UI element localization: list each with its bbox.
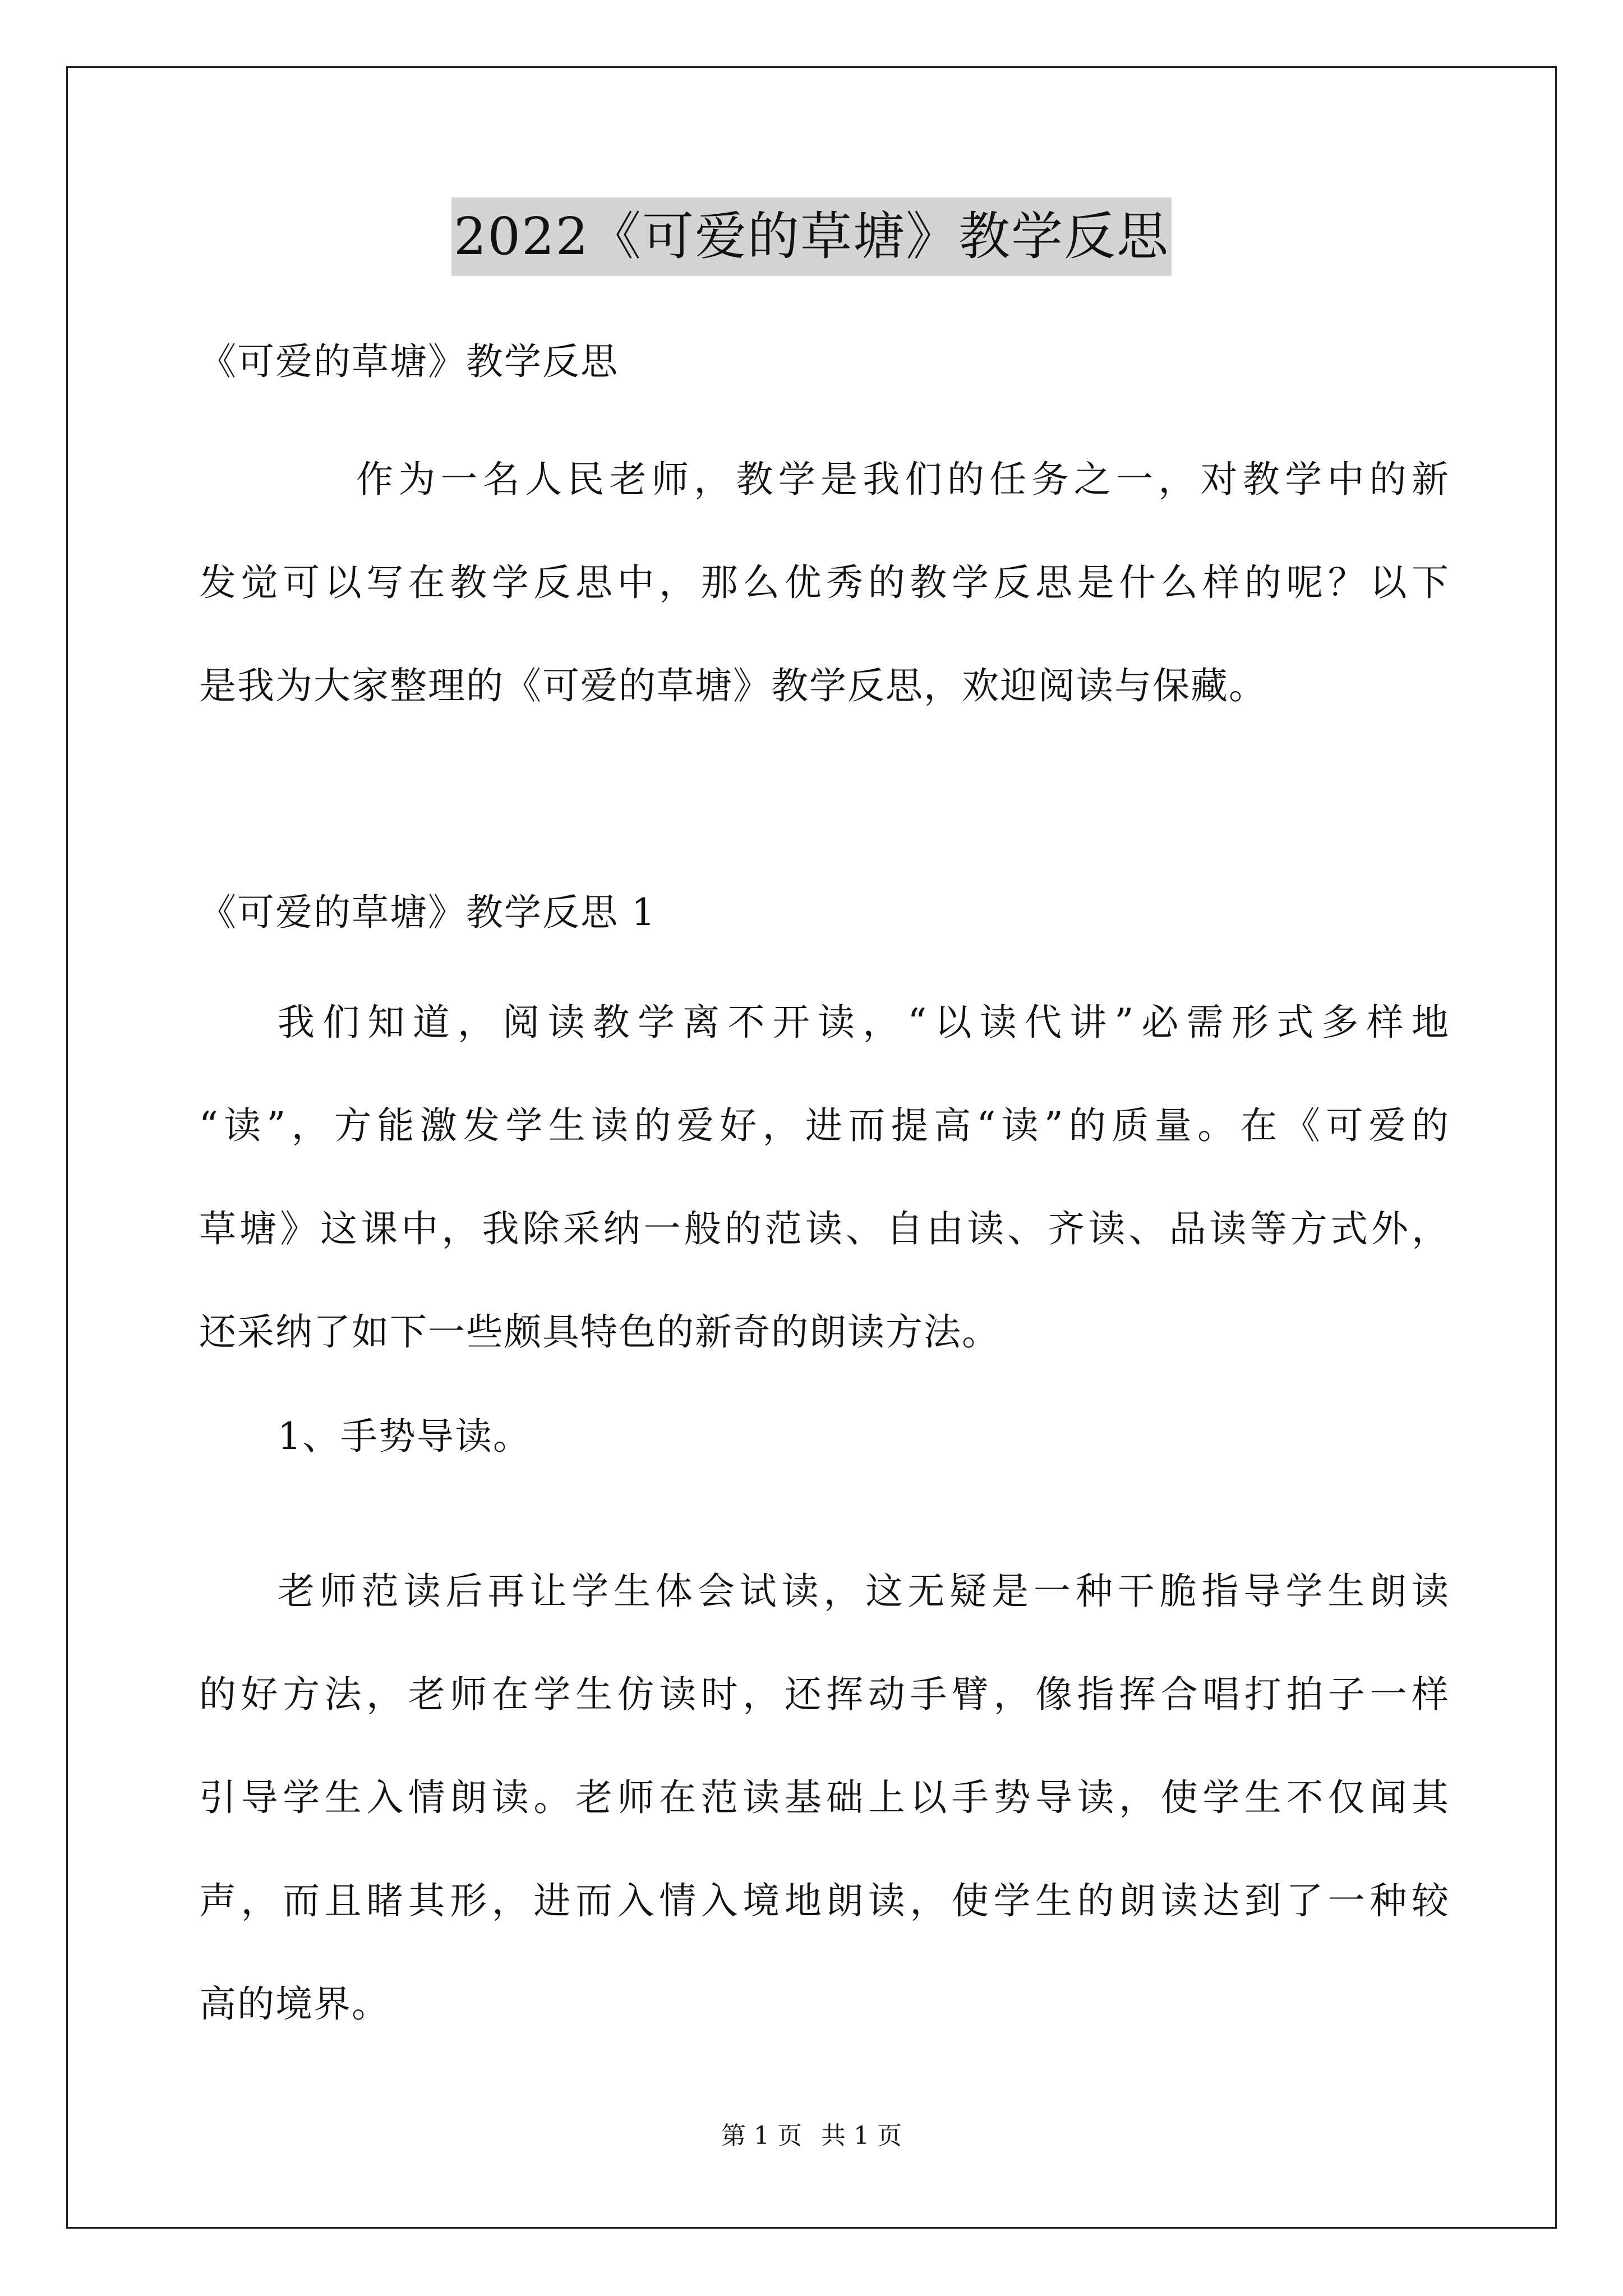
list-item-block — [199, 1385, 1450, 1488]
intro-line: 作为一名人民老师，教学是我们的任务之一，对教学中的新 — [356, 458, 1450, 501]
paragraph-line: 的好方法，老师在学生仿读时，还挥动手臂，像指挥合唱打拍子一样 — [199, 1673, 1450, 1716]
intro-line: 是我为大家整理的《可爱的草塘》教学反思，欢迎阅读与保藏。 — [199, 664, 1267, 707]
paragraph-line: “读”，方能激发学生读的爱好，进而提高“读”的质量。在《可爱的 — [199, 1104, 1450, 1147]
page-footer — [0, 2119, 1623, 2153]
document-title: 2022《可爱的草塘》教学反思 — [451, 197, 1172, 276]
paragraph-line: 高的境界。 — [199, 1982, 390, 2026]
intro-paragraph — [199, 428, 1450, 738]
document-subtitle: 《可爱的草塘》教学反思 — [199, 340, 619, 383]
list-item: 1、手势导读。 — [278, 1415, 531, 1458]
paragraph-line: 草塘》这课中，我除采纳一般的范读、自由读、齐读、品读等方式外， — [199, 1207, 1450, 1250]
intro-line: 发觉可以写在教学反思中，那么优秀的教学反思是什么样的呢？以下 — [199, 561, 1450, 604]
title-container — [0, 197, 1623, 276]
paragraph-line: 还采纳了如下一些颇具特色的新奇的朗读方法。 — [199, 1310, 1000, 1354]
section-heading-block — [199, 861, 1450, 964]
paragraph-line: 声，而且睹其形，进而入情入境地朗读，使学生的朗读达到了一种较 — [199, 1879, 1450, 1922]
section-heading: 《可爱的草塘》教学反思 1 — [199, 891, 656, 934]
paragraph-1 — [199, 971, 1450, 1384]
paragraph-line: 老师范读后再让学生体会试读，这无疑是一种干脆指导学生朗读 — [278, 1570, 1450, 1613]
paragraph-line: 我们知道，阅读教学离不开读，“以读代讲”必需形式多样地 — [278, 1001, 1450, 1044]
paragraph-line: 引导学生入情朗读。老师在范读基础上以手势导读，使学生不仅闻其 — [199, 1776, 1450, 1819]
page-total: 共 1 页 — [821, 2122, 902, 2150]
page-number: 第 1 页 — [721, 2122, 802, 2150]
paragraph-2 — [199, 1540, 1450, 2056]
subtitle-block — [199, 310, 1450, 413]
